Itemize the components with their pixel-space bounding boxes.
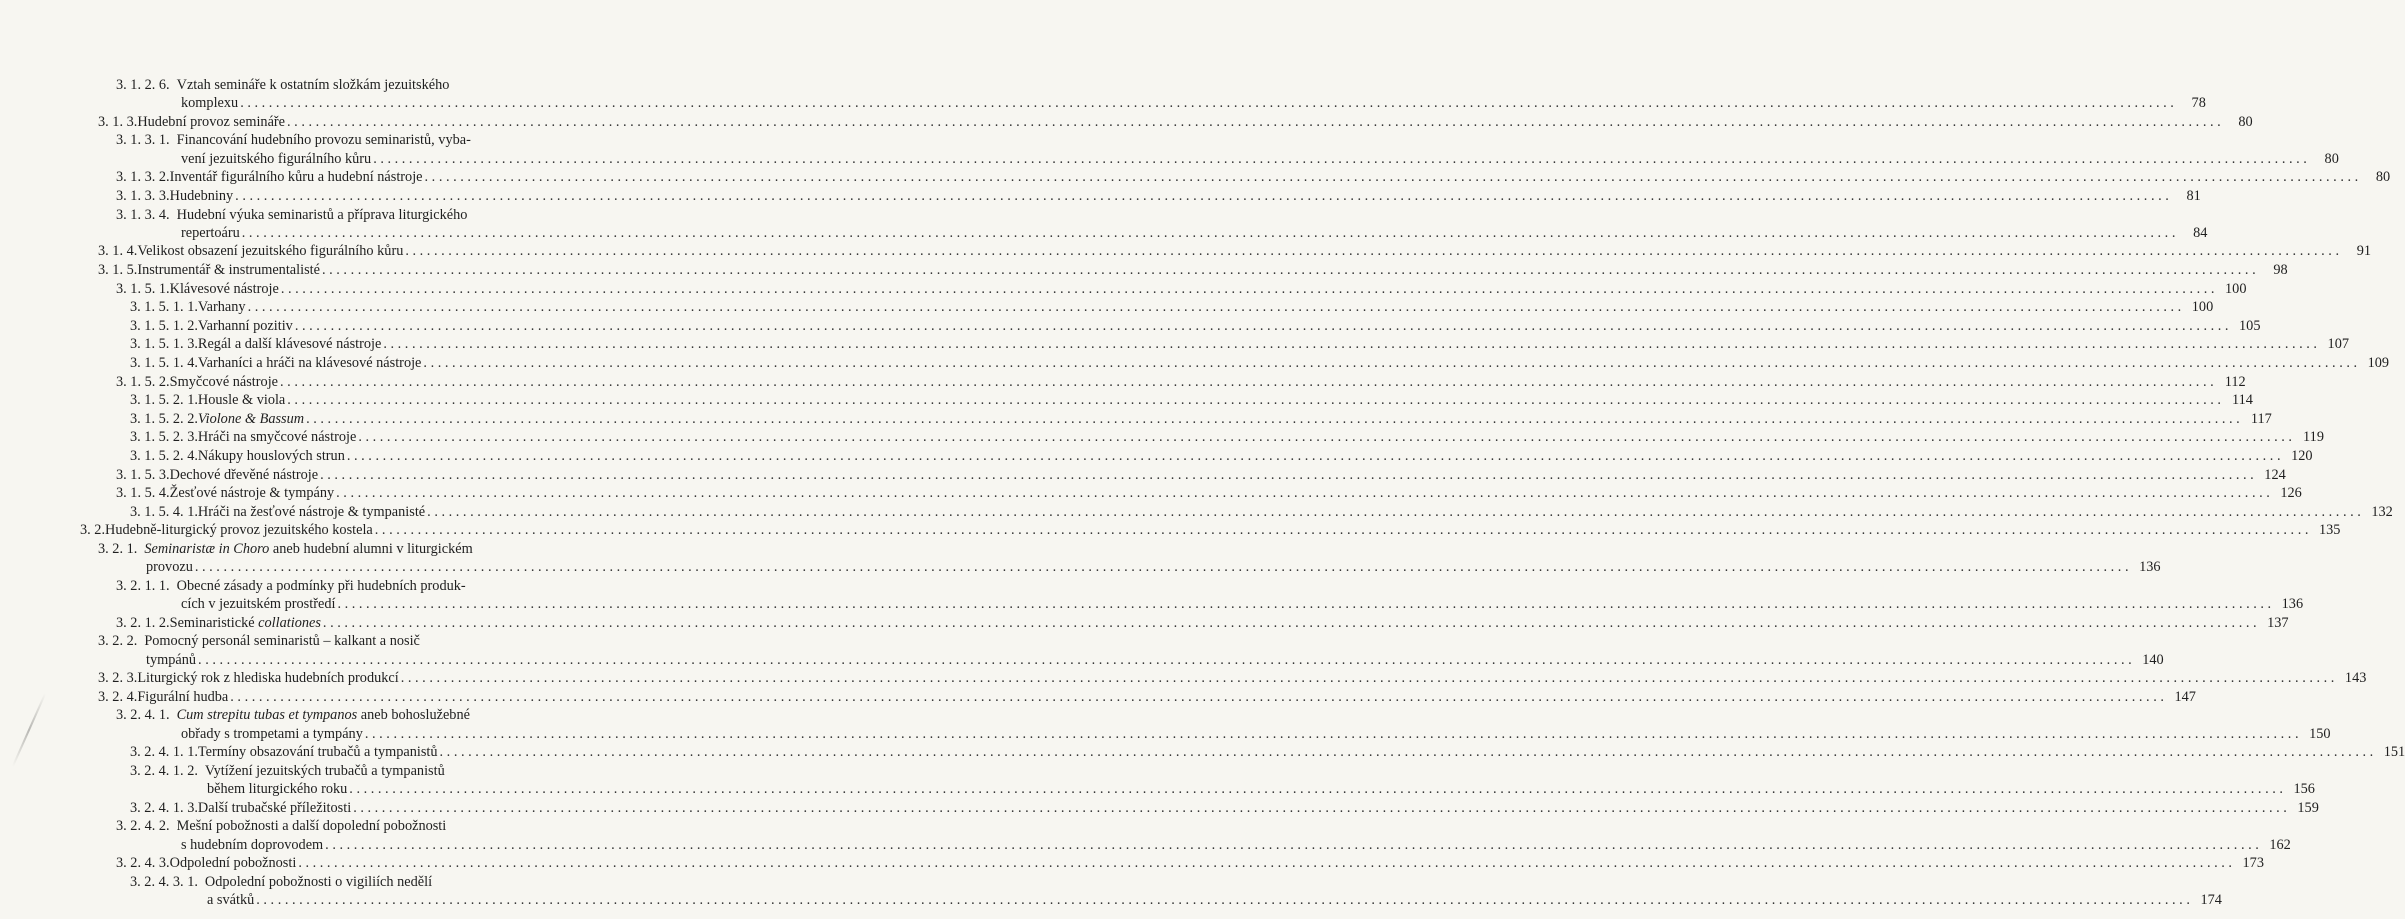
toc-number: 3. 1. 5. 2. 2. [130, 410, 198, 427]
toc-page: 156 [2293, 781, 2315, 798]
leader-dots [427, 503, 2361, 521]
toc-number: 3. 1. 5. 1. 1. [130, 299, 198, 316]
toc-title: Housle & viola [197, 392, 286, 409]
toc-number: 3. 2. 1. [98, 540, 138, 557]
toc-number: 3. 2. [80, 522, 106, 539]
toc-entry [0, 817, 2291, 854]
toc-page: 80 [2238, 113, 2253, 130]
toc-number: 3. 1. 5. 1. [116, 280, 170, 297]
toc-page: 98 [2273, 262, 2288, 279]
toc-number: 3. 2. 3. [98, 670, 138, 687]
leader-dots [349, 780, 2283, 798]
toc-page: 84 [2193, 224, 2208, 241]
toc-page: 159 [2297, 799, 2319, 816]
toc-title: Hudebně-liturgický provoz jezuitského kostela [105, 522, 373, 539]
toc-entry [0, 280, 2247, 298]
leader-dots [280, 373, 2214, 391]
toc-entry [0, 168, 2391, 186]
toc-entry [0, 762, 2315, 799]
toc-title: Obecné zásady a podmínky při hudebních produk- [176, 577, 466, 594]
toc-entry [0, 743, 2405, 761]
toc-entry [0, 76, 2206, 113]
leader-dots [440, 743, 2374, 761]
toc-title: Vztah semináře k ostatním složkám jezuitského [176, 77, 450, 93]
toc-page: 126 [2280, 485, 2302, 502]
toc-page: 136 [2139, 559, 2161, 576]
toc-number: 3. 2. 4. 2. [116, 818, 170, 835]
toc-page: 91 [2356, 243, 2372, 260]
leader-dots [383, 335, 2317, 353]
leader-dots [281, 280, 2215, 298]
toc-number: 3. 1. 5. 2. [116, 373, 170, 390]
toc-title-continued: obřady s trompetami a tympány [181, 725, 363, 742]
leader-dots [347, 447, 2281, 465]
toc-page: 78 [2191, 95, 2206, 112]
toc-number: 3. 1. 5. 2. 1. [130, 392, 198, 409]
toc-entry [0, 632, 2164, 669]
toc-entry [0, 854, 2264, 872]
toc-number: 3. 1. 3. 2. [116, 169, 170, 186]
toc-title: Nákupy houslových strun [197, 447, 345, 464]
toc-entry [0, 187, 2201, 205]
toc-title-italic: Seminaristæ in Choro [144, 540, 270, 557]
leader-dots [358, 428, 2292, 446]
toc-number: 3. 2. 1. 2. [116, 614, 170, 631]
toc-entry [0, 317, 2261, 335]
toc-title: Varhaníci a hráči na klávesové nástroje [197, 355, 422, 372]
toc-entry [0, 614, 2289, 632]
toc-title: Velikost obsazení jezuitského figurálního kůru [137, 243, 404, 260]
toc-page: 174 [2200, 892, 2222, 909]
toc-number: 3. 2. 4. 1. [116, 707, 170, 724]
leader-dots [336, 484, 2270, 502]
leader-dots [322, 261, 2256, 279]
toc-page: 120 [2291, 447, 2313, 464]
leader-dots [323, 614, 2257, 632]
toc-title: Odpolední pobožnosti o vigiliích nedělí [204, 873, 433, 890]
toc-page: 135 [2318, 522, 2341, 539]
toc-page: 112 [2224, 373, 2246, 390]
toc-number: 3. 1. 5. [98, 262, 138, 279]
toc-number: 3. 1. 5. 2. 4. [130, 447, 198, 464]
leader-dots [405, 242, 2339, 260]
toc-title: Hráči na smyčcové nástroje [197, 429, 357, 446]
toc-number: 3. 1. 3. 1. [116, 132, 170, 149]
toc-page: 100 [2191, 299, 2214, 316]
toc-page: 107 [2327, 336, 2349, 353]
toc-title: Varhany [197, 299, 246, 316]
toc-page: 140 [2142, 651, 2164, 668]
leader-dots [248, 298, 2182, 316]
toc-title: Financování hudebního provozu seminaristů, vyba- [176, 132, 471, 149]
toc-page: 109 [2367, 355, 2390, 372]
toc-page: 136 [2281, 596, 2304, 613]
toc-title-continued: tympánů [146, 651, 197, 668]
toc-page: 119 [2303, 429, 2324, 446]
toc-entry [0, 335, 2349, 353]
toc-number: 3. 1. 3. 3. [116, 187, 170, 204]
leader-dots [353, 799, 2287, 817]
toc-entry [0, 242, 2372, 260]
toc-page: 132 [2371, 503, 2393, 520]
leader-dots [195, 558, 2129, 576]
toc-title: aneb hudební alumni v liturgickém [269, 540, 473, 557]
toc-title: Odpolední pobožnosti [169, 855, 297, 872]
toc-title-continued: cích v jezuitském prostředí [181, 596, 336, 613]
toc-title-continued: repertoáru [181, 224, 240, 241]
toc-entry [0, 577, 2304, 614]
toc-title: Violone & Bassum [197, 410, 305, 427]
toc-entry [0, 373, 2246, 391]
toc-page: 81 [2186, 187, 2201, 204]
leader-dots [375, 521, 2309, 539]
toc-number: 3. 1. 5. 2. 3. [130, 429, 198, 446]
toc-title: Pomocný personál seminaristů – kalkant a nosič [144, 633, 420, 650]
toc-title: Hudební provoz semináře [137, 113, 286, 130]
toc-title: Dechové dřevěné nástroje [169, 466, 319, 483]
toc-title-continued: komplexu [181, 95, 239, 112]
toc-page: 114 [2232, 392, 2253, 409]
toc-entry [0, 261, 2288, 279]
toc-number: 3. 1. 3. [98, 113, 138, 130]
toc-title-continued: během liturgického roku [207, 781, 348, 798]
toc-page: 151 [2383, 744, 2405, 761]
leader-dots [242, 224, 2176, 242]
toc-title: Hudební výuka seminaristů a příprava liturgického [176, 206, 468, 223]
toc-title-italic: collationes [258, 614, 321, 631]
toc-title: Instrumentář & instrumentalisté [137, 262, 320, 279]
toc-page: 117 [2250, 410, 2272, 427]
toc-entry [0, 206, 2208, 243]
toc-page: 100 [2225, 280, 2247, 297]
toc-title: Smyčcové nástroje [169, 373, 279, 390]
toc-entry [0, 688, 2196, 706]
toc-title-continued: vení jezuitského figurálního kůru [181, 150, 372, 167]
toc-entry [0, 503, 2393, 521]
leader-dots [365, 725, 2299, 743]
toc-entry [0, 540, 2161, 577]
toc-entry [0, 484, 2302, 502]
toc-title-continued: provozu [146, 559, 193, 576]
toc-number: 3. 1. 5. 1. 3. [130, 336, 198, 353]
toc-entry [0, 799, 2319, 817]
toc-title: Vytížení jezuitských trubačů a tympanistů [204, 762, 445, 779]
toc-title: Figurální hudba [137, 688, 229, 705]
toc-page: 173 [2242, 855, 2264, 872]
toc-entry [0, 873, 2222, 910]
toc-page: 105 [2239, 317, 2261, 334]
toc-page: 80 [2375, 169, 2391, 186]
toc-title: Varhanní pozitiv [197, 317, 293, 334]
toc-title: Klávesové nástroje [169, 280, 279, 297]
toc-title: Hráči na žesťové nástroje & tympanisté [197, 503, 426, 520]
toc-page: 80 [2324, 150, 2339, 167]
toc-title: Žesťové nástroje & tympány [169, 485, 335, 502]
toc-number: 3. 2. 4. 1. 1. [130, 744, 198, 761]
toc-number: 3. 1. 4. [98, 243, 138, 260]
toc-title-continued: s hudebním doprovodem [181, 836, 324, 853]
toc-title-continued: a svátků [207, 892, 255, 909]
toc-title: Regál a další klávesové nástroje [197, 336, 382, 353]
table-of-contents [0, 76, 2405, 910]
toc-entry [0, 410, 2272, 428]
toc-title: aneb bohoslužebné [357, 707, 470, 724]
toc-entry [0, 706, 2331, 743]
toc-title: Termíny obsazování trubačů a tympanistů [197, 744, 438, 761]
toc-title: Hudebniny [169, 187, 234, 204]
toc-number: 3. 2. 4. 3. [116, 855, 170, 872]
leader-dots [401, 669, 2335, 687]
leader-dots [337, 595, 2271, 613]
leader-dots [298, 854, 2232, 872]
toc-page: 124 [2264, 466, 2286, 483]
toc-number: 3. 1. 5. 3. [116, 466, 170, 483]
toc-number: 3. 1. 5. 1. 4. [130, 355, 198, 372]
toc-title-italic: Cum strepitu tubas et tympanos [176, 707, 358, 724]
toc-entry [0, 113, 2253, 131]
toc-number: 3. 1. 5. 1. 2. [130, 317, 198, 334]
leader-dots [287, 113, 2221, 131]
leader-dots [423, 354, 2357, 372]
leader-dots [306, 410, 2240, 428]
leader-dots [235, 187, 2169, 205]
toc-number: 3. 2. 4. 3. 1. [130, 873, 198, 890]
toc-page: 143 [2344, 670, 2367, 687]
leader-dots [425, 168, 2359, 186]
toc-entry [0, 298, 2214, 316]
toc-page: 150 [2309, 725, 2331, 742]
leader-dots [256, 891, 2190, 909]
toc-number: 3. 2. 2. [98, 633, 138, 650]
toc-title: Další trubačské příležitosti [197, 799, 352, 816]
leader-dots [287, 391, 2221, 409]
toc-number: 3. 1. 5. 4. 1. [130, 503, 198, 520]
toc-number: 3. 1. 5. 4. [116, 485, 170, 502]
toc-entry [0, 428, 2324, 446]
toc-title: Inventář figurálního kůru a hudební nástroje [169, 169, 423, 186]
toc-entry [0, 521, 2341, 539]
toc-title: Seminaristické [169, 614, 259, 631]
toc-number: 3. 2. 4. [98, 688, 138, 705]
toc-entry [0, 669, 2367, 687]
toc-entry [0, 131, 2339, 168]
leader-dots [373, 150, 2307, 168]
toc-page: 162 [2269, 836, 2291, 853]
toc-number: 3. 1. 3. 4. [116, 206, 170, 223]
leader-dots [325, 836, 2259, 854]
toc-entry [0, 447, 2313, 465]
toc-title: Mešní pobožnosti a další dopolední pobožnosti [176, 818, 447, 835]
toc-number: 3. 2. 4. 1. 3. [130, 799, 198, 816]
toc-page: 137 [2267, 614, 2289, 631]
toc-number: 3. 1. 2. 6. [116, 77, 170, 93]
toc-entry [0, 354, 2390, 372]
leader-dots [230, 688, 2164, 706]
toc-page: 147 [2174, 688, 2196, 705]
leader-dots [198, 651, 2132, 669]
toc-number: 3. 2. 1. 1. [116, 577, 170, 594]
leader-dots [295, 317, 2229, 335]
toc-entry [0, 466, 2286, 484]
toc-title: Liturgický rok z hlediska hudebních produkcí [137, 670, 399, 687]
leader-dots [320, 466, 2254, 484]
leader-dots [240, 94, 2174, 112]
toc-number: 3. 2. 4. 1. 2. [130, 762, 198, 779]
toc-entry [0, 391, 2253, 409]
